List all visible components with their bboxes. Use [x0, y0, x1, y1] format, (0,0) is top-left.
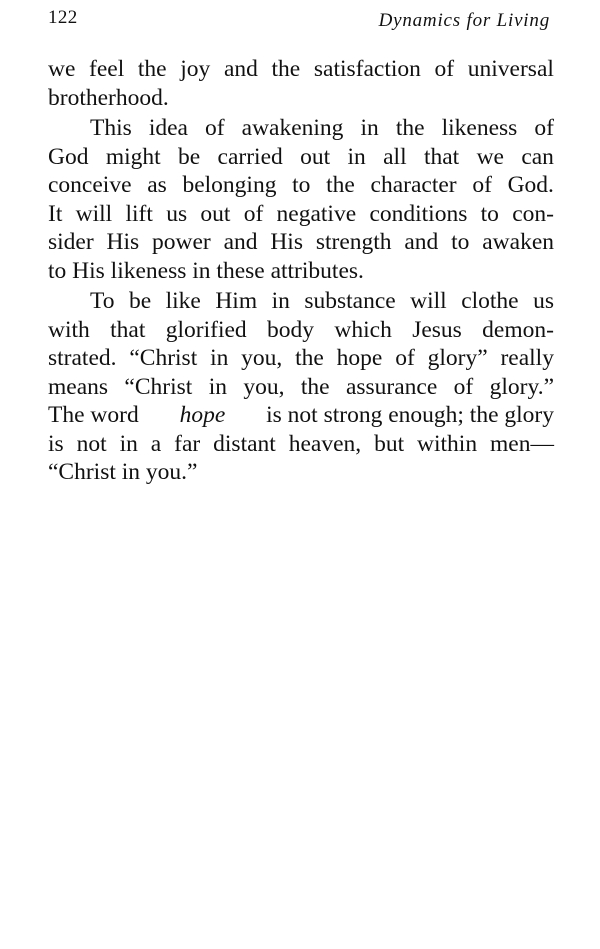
- word: out: [300, 143, 331, 170]
- word: satisfaction: [313, 56, 421, 82]
- word: as: [147, 172, 167, 198]
- word: is: [48, 430, 64, 457]
- word: and: [223, 229, 258, 255]
- word: will: [75, 200, 113, 227]
- text-line: [48, 114, 554, 143]
- word: to: [292, 172, 311, 198]
- word: carried: [217, 143, 283, 170]
- word: strated.: [48, 345, 117, 371]
- word: but: [374, 430, 405, 457]
- word: con-: [512, 200, 554, 227]
- word: hope: [336, 345, 383, 371]
- word: be: [128, 288, 152, 314]
- word: clothe: [461, 288, 519, 314]
- word: which: [334, 316, 392, 343]
- running-title: Dynamics for Living: [378, 10, 550, 31]
- text-line: [48, 200, 554, 229]
- word: joy: [180, 56, 211, 82]
- word: heaven,: [288, 430, 362, 457]
- word: might: [105, 143, 161, 170]
- word: with: [48, 316, 90, 343]
- word: universal: [467, 56, 554, 82]
- word: of: [534, 115, 554, 141]
- word: like: [165, 288, 201, 314]
- text-line: [48, 344, 554, 373]
- text-line: brotherhood.: [48, 84, 169, 111]
- word: glory”: [427, 345, 488, 371]
- word: conditions: [369, 200, 468, 227]
- word: awakening: [241, 115, 344, 141]
- word: God: [48, 143, 89, 170]
- text-span: The word: [48, 402, 139, 428]
- text-line: “Christ in you.”: [48, 459, 198, 485]
- word: character: [370, 172, 457, 198]
- word: all: [383, 143, 407, 170]
- word: God.: [507, 172, 554, 198]
- word: glorified: [165, 316, 247, 343]
- word: in: [210, 345, 229, 371]
- word: a: [150, 430, 162, 457]
- text-line: [48, 373, 554, 402]
- word: strength: [315, 229, 392, 255]
- word: To: [90, 288, 115, 314]
- word: body: [267, 316, 315, 343]
- word: This: [90, 115, 132, 141]
- word: within: [417, 430, 478, 457]
- text-line: [48, 171, 554, 200]
- word: idea: [148, 115, 188, 141]
- word: the: [395, 115, 425, 141]
- word: will: [410, 288, 447, 314]
- word: of: [205, 115, 225, 141]
- word: in: [208, 373, 227, 400]
- word: of: [395, 345, 415, 371]
- word: “Christ: [124, 373, 193, 400]
- word: we: [476, 143, 504, 170]
- page-number: 122: [48, 7, 78, 28]
- text-line: [48, 287, 554, 316]
- body-text: [48, 55, 554, 487]
- word: likeness: [441, 115, 518, 141]
- word: we: [48, 56, 76, 82]
- word: in: [360, 115, 379, 141]
- text-line: [48, 143, 554, 172]
- text-line: [48, 316, 554, 345]
- word: that: [110, 316, 146, 343]
- word: Him: [215, 288, 258, 314]
- text-line: [48, 228, 554, 257]
- word: lift: [125, 200, 153, 227]
- text-line: [48, 430, 554, 459]
- word: the: [326, 172, 355, 198]
- paragraph-2: [48, 114, 554, 285]
- word: His: [106, 229, 140, 255]
- word: you,: [243, 373, 285, 400]
- word: men—: [490, 430, 554, 457]
- word: that: [423, 143, 460, 170]
- word: substance: [304, 288, 396, 314]
- running-head: [48, 6, 552, 36]
- word: of: [453, 373, 474, 400]
- text-line-with-italic: [48, 401, 554, 430]
- word: the: [271, 56, 301, 82]
- word: conceive: [48, 172, 132, 198]
- word: awaken: [482, 229, 554, 255]
- paragraph-1: [48, 55, 554, 112]
- word: Jesus: [412, 316, 462, 343]
- word: negative: [276, 200, 357, 227]
- word: can: [521, 143, 554, 170]
- word: far: [174, 430, 201, 457]
- word: out: [200, 200, 231, 227]
- word: demon-: [482, 316, 554, 343]
- word: and: [404, 229, 439, 255]
- text-line: to His likeness in these attributes.: [48, 257, 364, 284]
- word: power: [152, 229, 211, 255]
- word: you,: [241, 345, 283, 371]
- word: of: [434, 56, 455, 82]
- paragraph-3: [48, 287, 554, 487]
- word: us: [533, 288, 554, 314]
- word: not: [76, 430, 107, 457]
- word: the: [295, 345, 324, 371]
- word: His: [270, 229, 303, 255]
- word: the: [300, 373, 330, 400]
- word: belonging: [182, 172, 277, 198]
- word: to: [451, 229, 470, 255]
- word: assurance: [345, 373, 438, 400]
- word: of: [243, 200, 264, 227]
- word: distant: [213, 430, 276, 457]
- word: and: [223, 56, 258, 82]
- word: of: [472, 172, 492, 198]
- word: glory.”: [489, 373, 554, 400]
- word: the: [137, 56, 167, 82]
- italic-word: hope: [179, 402, 226, 428]
- text-line: [48, 55, 554, 84]
- word: us: [166, 200, 188, 227]
- word: in: [119, 430, 138, 457]
- word: It: [48, 200, 63, 227]
- word: “Christ: [129, 345, 198, 371]
- word: sider: [48, 229, 94, 255]
- word: to: [480, 200, 499, 227]
- word: be: [178, 143, 201, 170]
- word: in: [347, 143, 366, 170]
- word: feel: [89, 56, 125, 82]
- word: really: [500, 345, 554, 371]
- word: in: [271, 288, 290, 314]
- word: means: [48, 373, 109, 400]
- text-span: is not strong enough; the glory: [266, 402, 554, 428]
